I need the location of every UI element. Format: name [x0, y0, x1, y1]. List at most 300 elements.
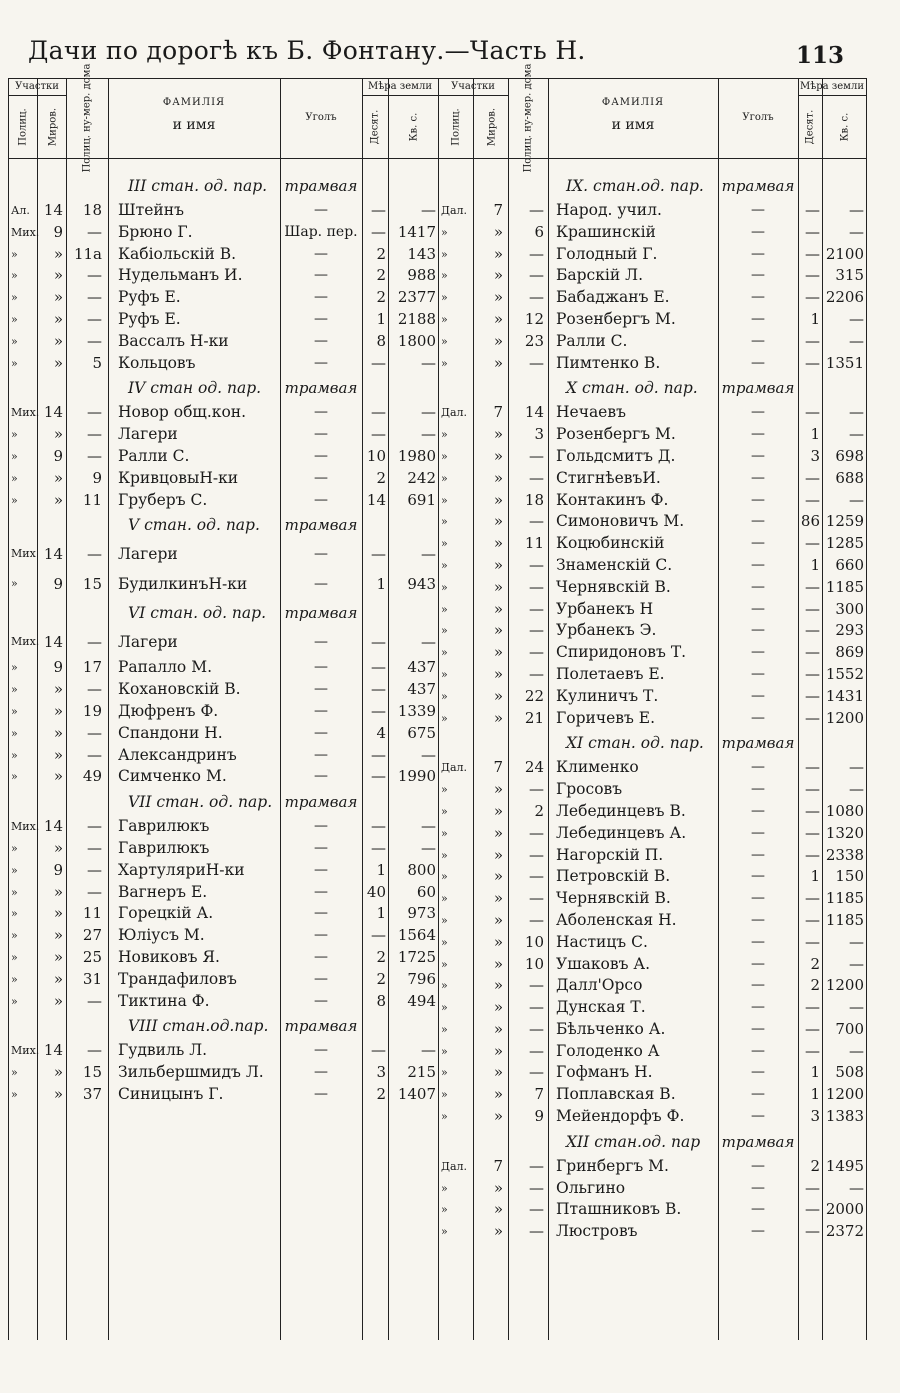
- table-row: [8, 331, 438, 353]
- ugol-cell: —: [314, 970, 328, 987]
- table-row: [438, 686, 866, 708]
- table-row: [438, 599, 866, 621]
- mirov-cell: »: [493, 1222, 503, 1241]
- ugol-cell: —: [314, 332, 328, 349]
- polits-cell: »: [11, 994, 18, 1008]
- table-row: [8, 903, 438, 925]
- mirov-cell: »: [493, 534, 503, 553]
- mirov-cell: »: [53, 266, 63, 285]
- polits-cell: »: [11, 449, 18, 463]
- ugol-cell: —: [751, 1042, 765, 1059]
- family-name-cell: Гаврилюкъ: [118, 817, 210, 836]
- mirov-cell: »: [493, 1085, 503, 1104]
- desyat-cell: —: [371, 425, 386, 444]
- mirov-cell: »: [493, 490, 503, 509]
- table-row: [438, 1019, 866, 1041]
- family-name-cell: Трандафиловъ: [118, 969, 237, 988]
- desyat-cell: —: [805, 708, 820, 727]
- table-row: [8, 468, 438, 490]
- desyat-cell: —: [805, 222, 820, 241]
- mera-header-right: [798, 78, 866, 158]
- desyat-cell: 10: [366, 446, 386, 465]
- section-title: VI стан. од. пар.: [128, 604, 267, 623]
- left-half: [8, 63, 438, 1340]
- table-row: [8, 244, 438, 266]
- family-header-right: [548, 78, 718, 158]
- family-label: ФАМИЛІЯ: [162, 97, 226, 108]
- section-ugol: трамвая: [721, 177, 795, 195]
- polits-cell: »: [11, 269, 18, 283]
- kv-cell: 1200: [825, 976, 864, 995]
- polits-cell: »: [11, 885, 18, 899]
- ugol-cell: —: [751, 1086, 765, 1103]
- ugol-cell: —: [314, 426, 328, 443]
- ugol-cell: —: [314, 724, 328, 741]
- family-name-cell: Ольгино: [556, 1178, 626, 1197]
- kv-cell: 150: [835, 867, 864, 886]
- house-num-cell: 19: [82, 701, 102, 720]
- kv-cell: 1431: [825, 686, 864, 705]
- family-name-cell: КривцовыН-ки: [118, 468, 239, 487]
- polits-cell: Дал.: [441, 406, 467, 420]
- mirov-cell: »: [493, 998, 503, 1017]
- desyat-cell: —: [371, 403, 386, 422]
- right-column-header: [438, 63, 866, 173]
- kv-cell: —: [849, 1178, 864, 1197]
- kv-cell: —: [421, 425, 436, 444]
- kv-cell: —: [849, 403, 864, 422]
- polits-cell: »: [441, 312, 448, 326]
- family-name-cell: Дунская Т.: [556, 998, 646, 1017]
- kv-cell: 1417: [397, 222, 436, 241]
- house-num-cell: —: [529, 1156, 544, 1175]
- desyat-cell: —: [805, 889, 820, 908]
- kv-cell: 1980: [397, 446, 436, 465]
- table-row: [438, 1041, 866, 1063]
- ugol-cell: —: [314, 354, 328, 371]
- desyat-cell: —: [371, 680, 386, 699]
- polits-cell: »: [441, 979, 448, 993]
- house-num-cell: 23: [524, 331, 544, 350]
- mirov-label-right: Миров.: [486, 107, 497, 146]
- desyat-cell: —: [371, 817, 386, 836]
- kv-cell: 988: [407, 266, 436, 285]
- desyat-cell: —: [371, 767, 386, 786]
- mirov-cell: »: [493, 577, 503, 596]
- kv-cell: 293: [835, 621, 864, 640]
- family-name-cell: Чернявскій В.: [556, 889, 671, 908]
- kv-cell: 508: [835, 1063, 864, 1082]
- family-name-cell: Симоновичъ М.: [556, 512, 685, 531]
- family-name-cell: Розенбергъ М.: [556, 425, 676, 444]
- table-row: [438, 975, 866, 997]
- kv-cell: 1495: [825, 1156, 864, 1175]
- mirov-cell: »: [53, 309, 63, 328]
- kv-cell: —: [849, 425, 864, 444]
- family-name-cell: Спиридоновъ Т.: [556, 643, 687, 662]
- kv-cell: —: [849, 998, 864, 1017]
- ugol-cell: —: [751, 267, 765, 284]
- kv-cell: 1990: [397, 767, 436, 786]
- house-num-cell: 22: [524, 686, 544, 705]
- house-num-cell: —: [529, 201, 544, 219]
- house-num-cell: —: [87, 425, 102, 444]
- family-name-cell: Далл'Орсо: [556, 976, 643, 995]
- mirov-cell: »: [53, 353, 63, 372]
- house-num-cell: —: [87, 222, 102, 241]
- table-row: [438, 1062, 866, 1084]
- polits-cell: »: [441, 1203, 448, 1217]
- house-num-cell: —: [529, 555, 544, 574]
- ugol-cell: —: [314, 447, 328, 464]
- polits-cell: »: [11, 770, 18, 784]
- kv-cell: 2206: [825, 288, 864, 307]
- mirov-cell: »: [493, 910, 503, 929]
- mirov-cell: »: [493, 446, 503, 465]
- polits-cell: »: [11, 493, 18, 507]
- ugol-cell: —: [314, 992, 328, 1009]
- desyat-cell: 1: [376, 860, 386, 879]
- polits-cell: »: [441, 848, 448, 862]
- house-num-cell: 15: [82, 575, 102, 594]
- polits-cell: »: [441, 783, 448, 797]
- desyat-cell: —: [805, 910, 820, 929]
- house-num-cell: —: [529, 998, 544, 1017]
- kv-cell: 1407: [397, 1084, 436, 1103]
- kv-cell: —: [849, 954, 864, 973]
- house-num-cell: —: [529, 910, 544, 929]
- ugol-cell: —: [751, 404, 765, 421]
- ugol-cell: —: [751, 513, 765, 530]
- table-row: [8, 1062, 438, 1084]
- desyat-cell: 2: [810, 976, 820, 995]
- family-name-cell: Полетаевъ Е.: [556, 664, 665, 683]
- kv-cell: 1285: [825, 534, 864, 553]
- ugol-cell: —: [751, 955, 765, 972]
- ugol-cell: —: [751, 556, 765, 573]
- house-num-cell: 14: [524, 403, 544, 422]
- polits-cell: »: [11, 291, 18, 305]
- section-ugol: трамвая: [284, 604, 358, 623]
- kv-cell: 1552: [825, 664, 864, 683]
- family-name-cell: Александринъ: [118, 745, 237, 764]
- table-row: [8, 200, 438, 222]
- kv-cell: —: [421, 633, 436, 652]
- table-row: [8, 745, 438, 767]
- section-title: V стан. од. пар.: [128, 516, 260, 535]
- kv-cell: 1259: [825, 512, 864, 531]
- table-row: [438, 757, 866, 779]
- house-num-cell: —: [529, 1041, 544, 1060]
- kv-cell: —: [849, 490, 864, 509]
- family-name-cell: Лебединцевъ В.: [556, 801, 686, 820]
- desyat-cell: —: [371, 658, 386, 677]
- mirov-cell: »: [53, 991, 63, 1010]
- kv-cell: 675: [407, 723, 436, 742]
- polits-cell: Мих.: [11, 635, 40, 649]
- kv-cell: 1383: [825, 1107, 864, 1126]
- polits-cell: »: [11, 748, 18, 762]
- house-num-cell: —: [529, 643, 544, 662]
- mirov-cell: »: [53, 490, 63, 509]
- desyat-cell: —: [805, 664, 820, 683]
- kv-cell: —: [849, 780, 864, 799]
- desyat-cell: 1: [376, 575, 386, 594]
- ugol-cell: —: [751, 1179, 765, 1196]
- mirov-cell: »: [493, 708, 503, 727]
- desyat-cell: —: [805, 534, 820, 553]
- house-num-cell: —: [87, 633, 102, 652]
- kv-label: Кв. с.: [408, 112, 420, 141]
- ugol-cell: —: [751, 1064, 765, 1081]
- mirov-cell: »: [53, 1063, 63, 1082]
- house-num-label: Полиц. ну-мер. дома: [81, 63, 93, 173]
- section-title: VII стан. од. пар.: [128, 793, 273, 812]
- kv-cell: 1185: [825, 889, 864, 908]
- section-ugol: трамвая: [284, 793, 358, 812]
- family-name-cell: Барскій Л.: [556, 266, 643, 285]
- table-row: [8, 424, 438, 446]
- ugol-cell: —: [314, 839, 328, 856]
- mirov-cell: »: [53, 969, 63, 988]
- family-name-cell: Гофманъ Н.: [556, 1063, 653, 1082]
- polits-cell: »: [11, 950, 18, 964]
- house-num-cell: 5: [92, 353, 102, 372]
- mirov-cell: 14: [43, 403, 63, 422]
- house-num-cell: 2: [534, 801, 544, 820]
- page-number: 113: [795, 42, 844, 69]
- polits-cell: »: [441, 1066, 448, 1080]
- desyat-cell: 40: [366, 882, 386, 901]
- desyat-cell: 1: [810, 425, 820, 444]
- ugol-cell: —: [751, 802, 765, 819]
- mirov-cell: »: [493, 621, 503, 640]
- desyat-cell: —: [371, 545, 386, 564]
- kv-cell: 315: [835, 266, 864, 285]
- desyat-cell: 2: [810, 954, 820, 973]
- polits-label: Полиц.: [17, 107, 28, 146]
- table-row: [438, 511, 866, 533]
- family-name-cell: Вагнеръ Е.: [118, 882, 208, 901]
- section-title: XII стан.од. пар: [566, 1132, 701, 1151]
- desyat-cell: —: [805, 823, 820, 842]
- section-header-row: [8, 1012, 438, 1040]
- desyat-cell: 86: [800, 512, 820, 531]
- desyat-cell: —: [371, 745, 386, 764]
- family-name-cell: Гросовъ: [556, 780, 623, 799]
- polits-cell: Мих.: [11, 820, 40, 834]
- kv-cell: 437: [407, 658, 436, 677]
- ugol-cell: —: [751, 846, 765, 863]
- polits-cell: »: [11, 1066, 18, 1080]
- ugol-cell: —: [751, 578, 765, 595]
- polits-cell: »: [441, 449, 448, 463]
- family-name-cell: Руфъ Е.: [118, 288, 181, 307]
- page-title: Дачи по дорогѣ къ Б. Фонтану.—Часть Н.: [28, 36, 586, 65]
- ugol-cell: —: [314, 404, 328, 421]
- family-name-cell: Голоденко А: [556, 1041, 660, 1060]
- ugol-cell: —: [751, 890, 765, 907]
- mirov-cell: 14: [43, 545, 63, 564]
- kv-cell: 943: [407, 575, 436, 594]
- house-num-cell: 10: [524, 954, 544, 973]
- kv-cell: 1320: [825, 823, 864, 842]
- mirov-cell: 14: [43, 633, 63, 652]
- mirov-cell: »: [53, 904, 63, 923]
- family-name-cell: Пташниковъ В.: [556, 1200, 682, 1219]
- kv-cell: 2188: [397, 309, 436, 328]
- kv-cell: —: [421, 1041, 436, 1060]
- mirov-cell: »: [53, 701, 63, 720]
- and-name-label-right: и имя: [611, 117, 655, 133]
- polits-cell: Ал.: [11, 204, 30, 217]
- table-row: [438, 287, 866, 309]
- polits-cell: »: [441, 646, 448, 660]
- uchastki-label: Участки: [8, 78, 66, 96]
- mirov-cell: »: [493, 468, 503, 487]
- family-name-cell: Новор общ.кон.: [118, 403, 247, 422]
- section-ugol: трамвая: [721, 379, 795, 398]
- section-title: III стан. од. пар.: [128, 177, 268, 195]
- polits-cell: »: [11, 661, 18, 675]
- section-header-row: [438, 374, 866, 402]
- ugol-cell: —: [751, 1157, 765, 1174]
- ugol-cell: —: [751, 600, 765, 617]
- polits-cell: »: [441, 225, 448, 239]
- ugol-cell: —: [314, 659, 328, 676]
- ugol-cell: —: [314, 634, 328, 651]
- desyat-cell: —: [805, 1222, 820, 1241]
- family-name-cell: Дюфренъ Ф.: [118, 701, 219, 720]
- family-name-cell: Брюно Г.: [118, 222, 193, 241]
- section-title: X стан. од. пар.: [566, 379, 698, 398]
- table-row: [438, 1178, 866, 1200]
- ugol-cell: —: [751, 469, 765, 486]
- mirov-cell: »: [493, 1200, 503, 1219]
- family-name-cell: Народ. учил.: [556, 201, 662, 219]
- family-name-cell: Крашинскій: [556, 222, 656, 241]
- kv-cell: —: [849, 758, 864, 777]
- desyat-cell: 2: [376, 1084, 386, 1103]
- table-row: [438, 779, 866, 801]
- mirov-cell: »: [493, 643, 503, 662]
- kv-cell: 1351: [825, 353, 864, 372]
- mirov-label: Миров.: [47, 107, 58, 146]
- section-header-row: [438, 729, 866, 757]
- family-name-cell: Аболенская Н.: [556, 910, 677, 929]
- polits-cell: »: [11, 1087, 18, 1101]
- house-num-cell: 31: [82, 969, 102, 988]
- polits-cell: »: [11, 471, 18, 485]
- desyat-cell: 4: [376, 723, 386, 742]
- polits-cell: »: [11, 863, 18, 877]
- house-num-cell: —: [529, 468, 544, 487]
- table-row: [438, 1084, 866, 1106]
- desyat-cell: —: [805, 686, 820, 705]
- polits-cell: Мих.: [11, 1044, 40, 1058]
- mirov-cell: »: [493, 780, 503, 799]
- kv-cell: 688: [835, 468, 864, 487]
- polits-cell: »: [441, 913, 448, 927]
- table-row: [438, 954, 866, 976]
- ugol-cell: —: [751, 491, 765, 508]
- table-row: [8, 627, 438, 657]
- desyat-cell: —: [805, 1019, 820, 1038]
- family-name-cell: Розенбергъ М.: [556, 309, 676, 328]
- mirov-cell: 9: [53, 860, 63, 879]
- kv-cell: 869: [835, 643, 864, 662]
- family-name-cell: Гольдсмитъ Д.: [556, 446, 676, 465]
- ugol-cell: —: [751, 644, 765, 661]
- kv-cell: —: [421, 745, 436, 764]
- desyat-cell: —: [805, 643, 820, 662]
- ugol-cell: —: [314, 948, 328, 965]
- mirov-cell: »: [53, 680, 63, 699]
- mirov-cell: »: [53, 1084, 63, 1103]
- mirov-cell: »: [493, 425, 503, 444]
- ugol-cell: —: [314, 768, 328, 785]
- polits-cell: »: [11, 907, 18, 921]
- kv-cell: 2100: [825, 244, 864, 263]
- desyat-cell: —: [371, 353, 386, 372]
- ugol-header-right: Уголъ: [742, 112, 774, 123]
- table-row: [438, 664, 866, 686]
- house-num-cell: —: [87, 331, 102, 350]
- house-num-cell: —: [529, 577, 544, 596]
- polits-cell: »: [441, 957, 448, 971]
- polits-cell: »: [11, 726, 18, 740]
- ugol-cell: —: [314, 491, 328, 508]
- mirov-cell: »: [53, 947, 63, 966]
- left-column-header: [8, 63, 438, 173]
- desyat-cell: —: [805, 1041, 820, 1060]
- house-num-cell: 15: [82, 1063, 102, 1082]
- kv-cell: —: [421, 353, 436, 372]
- ugol-cell: —: [751, 310, 765, 327]
- section-header-row: [8, 172, 438, 200]
- ugol-cell: —: [751, 759, 765, 776]
- kv-label-right: Кв. с.: [839, 112, 851, 141]
- polits-cell: »: [11, 972, 18, 986]
- ugol-cell: —: [751, 202, 765, 218]
- ugol-cell: —: [314, 469, 328, 486]
- polits-cell: »: [441, 870, 448, 884]
- house-num-cell: —: [529, 1178, 544, 1197]
- ugol-cell: —: [314, 746, 328, 763]
- kv-cell: 1185: [825, 910, 864, 929]
- ugol-cell: —: [751, 781, 765, 798]
- mirov-cell: »: [53, 745, 63, 764]
- family-name-cell: Кулиничъ Т.: [556, 686, 659, 705]
- table-row: [8, 353, 438, 375]
- desyat-cell: —: [805, 621, 820, 640]
- family-name-cell: ХартуляриН-ки: [118, 860, 245, 879]
- ugol-cell: —: [751, 999, 765, 1016]
- kv-cell: 660: [835, 555, 864, 574]
- polits-cell: Мих.: [11, 406, 40, 420]
- family-name-cell: Юліусъ М.: [118, 926, 205, 945]
- table-row: [8, 657, 438, 679]
- section-header-row: [8, 788, 438, 816]
- table-row: [438, 309, 866, 331]
- desyat-cell: —: [805, 758, 820, 777]
- table-row: [8, 882, 438, 904]
- kv-cell: 437: [407, 680, 436, 699]
- mirov-cell: »: [493, 976, 503, 995]
- family-name-cell: Гудвиль Л.: [118, 1041, 208, 1060]
- mirov-cell: »: [493, 288, 503, 307]
- desyat-cell: —: [371, 633, 386, 652]
